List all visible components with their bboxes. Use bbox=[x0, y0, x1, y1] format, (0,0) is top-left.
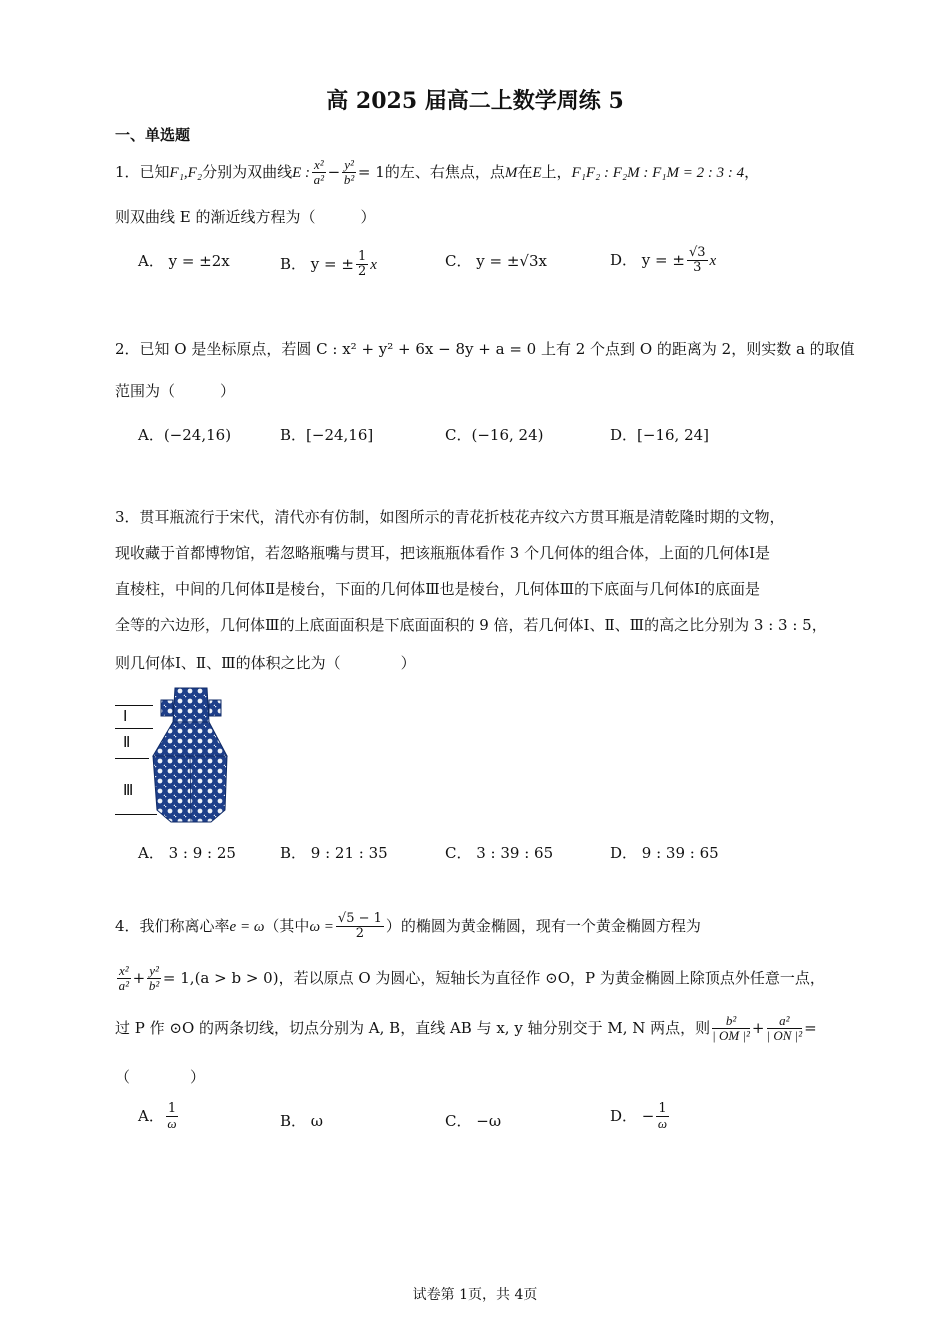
fraction-x2-a2: $\frac{\text{x²}}{\text{a²}}$ bbox=[313, 157, 325, 188]
vase-label-3: Ⅲ bbox=[123, 783, 134, 799]
question-4-option-d[interactable]: D． − $\frac{1}{\omega}$ bbox=[610, 1101, 668, 1132]
question-3-option-c[interactable]: C． 3 : 39 : 65 bbox=[445, 844, 554, 862]
section-heading: 一、单选题 bbox=[115, 126, 191, 144]
question-2-line-1: 2．已知 O 是坐标原点，若圆 C : x² + y² + 6x − 8y + a = 0 上有 2 个点到 O 的距离为 2，则实数 a 的取值 bbox=[115, 340, 855, 358]
question-1-option-a[interactable]: A． y = ±2x bbox=[138, 252, 230, 270]
question-1-line-2: 则双曲线 E 的渐近线方程为（ ） bbox=[115, 208, 376, 226]
question-2-option-d[interactable]: D．[−16, 24] bbox=[610, 426, 710, 444]
question-2-line-2: 范围为（ ） bbox=[115, 382, 236, 400]
question-4-option-c[interactable]: C． −ω bbox=[445, 1112, 502, 1130]
page-title: 高 2025 届高二上数学周练 5 bbox=[326, 88, 624, 114]
vase-label-1: Ⅰ bbox=[123, 709, 128, 725]
question-1-option-b[interactable]: B． y = ± $\frac{1}{2}$ x bbox=[280, 249, 377, 280]
question-3-line-2: 现收藏于首都博物馆，若忽略瓶嘴与贯耳，把该瓶瓶体看作 3 个几何体的组合体，上面的几何体Ⅰ是 bbox=[115, 544, 771, 562]
question-3-line-3: 直棱柱，中间的几何体Ⅱ是棱台，下面的几何体Ⅲ也是棱台，几何体Ⅲ的下底面与几何体Ⅰ的底面是 bbox=[115, 580, 761, 598]
question-3-option-a[interactable]: A． 3 : 9 : 25 bbox=[138, 844, 236, 862]
question-4-option-a[interactable]: A． $\frac{1}{\omega}$ bbox=[138, 1101, 177, 1132]
question-2-option-b[interactable]: B．[−24,16] bbox=[280, 426, 374, 444]
vase-label-2: Ⅱ bbox=[123, 735, 131, 751]
question-3-line-1: 3．贯耳瓶流行于宋代，清代亦有仿制，如图所示的青花折枝花卉纹六方贯耳瓶是清乾隆时期的文物， bbox=[115, 508, 785, 526]
question-3-line-5: 则几何体Ⅰ、Ⅱ、Ⅲ的体积之比为（ ） bbox=[115, 654, 416, 672]
question-4-line-1: 4．我们称离心率e = ω（其中ω = $\frac{√5 - 1}{2}$ ）的椭圆为黄金椭圆，现有一个黄金椭圆方程为 bbox=[115, 911, 701, 942]
question-2-option-a[interactable]: A．(−24,16) bbox=[138, 426, 232, 444]
page-footer: 试卷第 1页，共 4页 bbox=[412, 1287, 538, 1303]
question-2-option-c[interactable]: C．(−16, 24) bbox=[445, 426, 544, 444]
question-1-line-1: 1．已知F₁,F₂分别为双曲线E : $\frac{\text{x²}}{\text{a²}}$ − $\frac{\text{y²}}{\text{b²}}$ = 1的左、右焦点，点M在E上，F₁F₂ : F₂M : F₁M = 2 : 3 : 4， bbox=[115, 157, 760, 188]
question-1-option-c[interactable]: C． y = ±√3x bbox=[445, 252, 547, 270]
question-4-line-4: （ ） bbox=[115, 1068, 206, 1086]
question-3-option-d[interactable]: D． 9 : 39 : 65 bbox=[610, 844, 719, 862]
question-1-option-d[interactable]: D． y = ± $\frac{√3}{3}$ x bbox=[610, 245, 717, 276]
question-3-line-4: 全等的六边形，几何体Ⅲ的上底面面积是下底面面积的 9 倍，若几何体Ⅰ、Ⅱ、Ⅲ的高之比分别为 3 : 3 : 5， bbox=[115, 616, 827, 634]
question-4-option-b[interactable]: B． ω bbox=[280, 1112, 324, 1130]
question-3-option-b[interactable]: B． 9 : 21 : 35 bbox=[280, 844, 388, 862]
question-4-line-2: $\frac{\text{x²}}{\text{a²}}$ + $\frac{\text{y²}}{\text{b²}}$ = 1,(a > b > 0)，若以原点 O 为圆心，短轴长为直径作 ⊙O，P 为黄金椭圆上除顶点外任意一点， bbox=[118, 963, 825, 994]
fraction-golden-ratio: $\frac{√5 - 1}{2}$ bbox=[337, 911, 382, 942]
vase-figure bbox=[115, 686, 230, 830]
question-4-line-3: 过 P 作 ⊙O 的两条切线，切点分别为 A, B，直线 AB 与 x, y 轴分别交于 M, N 两点，则 $\frac{\text{b²}}{\text{| OM |²}}$ + $\frac{\text{a²}}{\text{| ON |²}}$ = bbox=[115, 1013, 817, 1044]
fraction-y2-b2: $\frac{\text{y²}}{\text{b²}}$ bbox=[343, 157, 355, 188]
